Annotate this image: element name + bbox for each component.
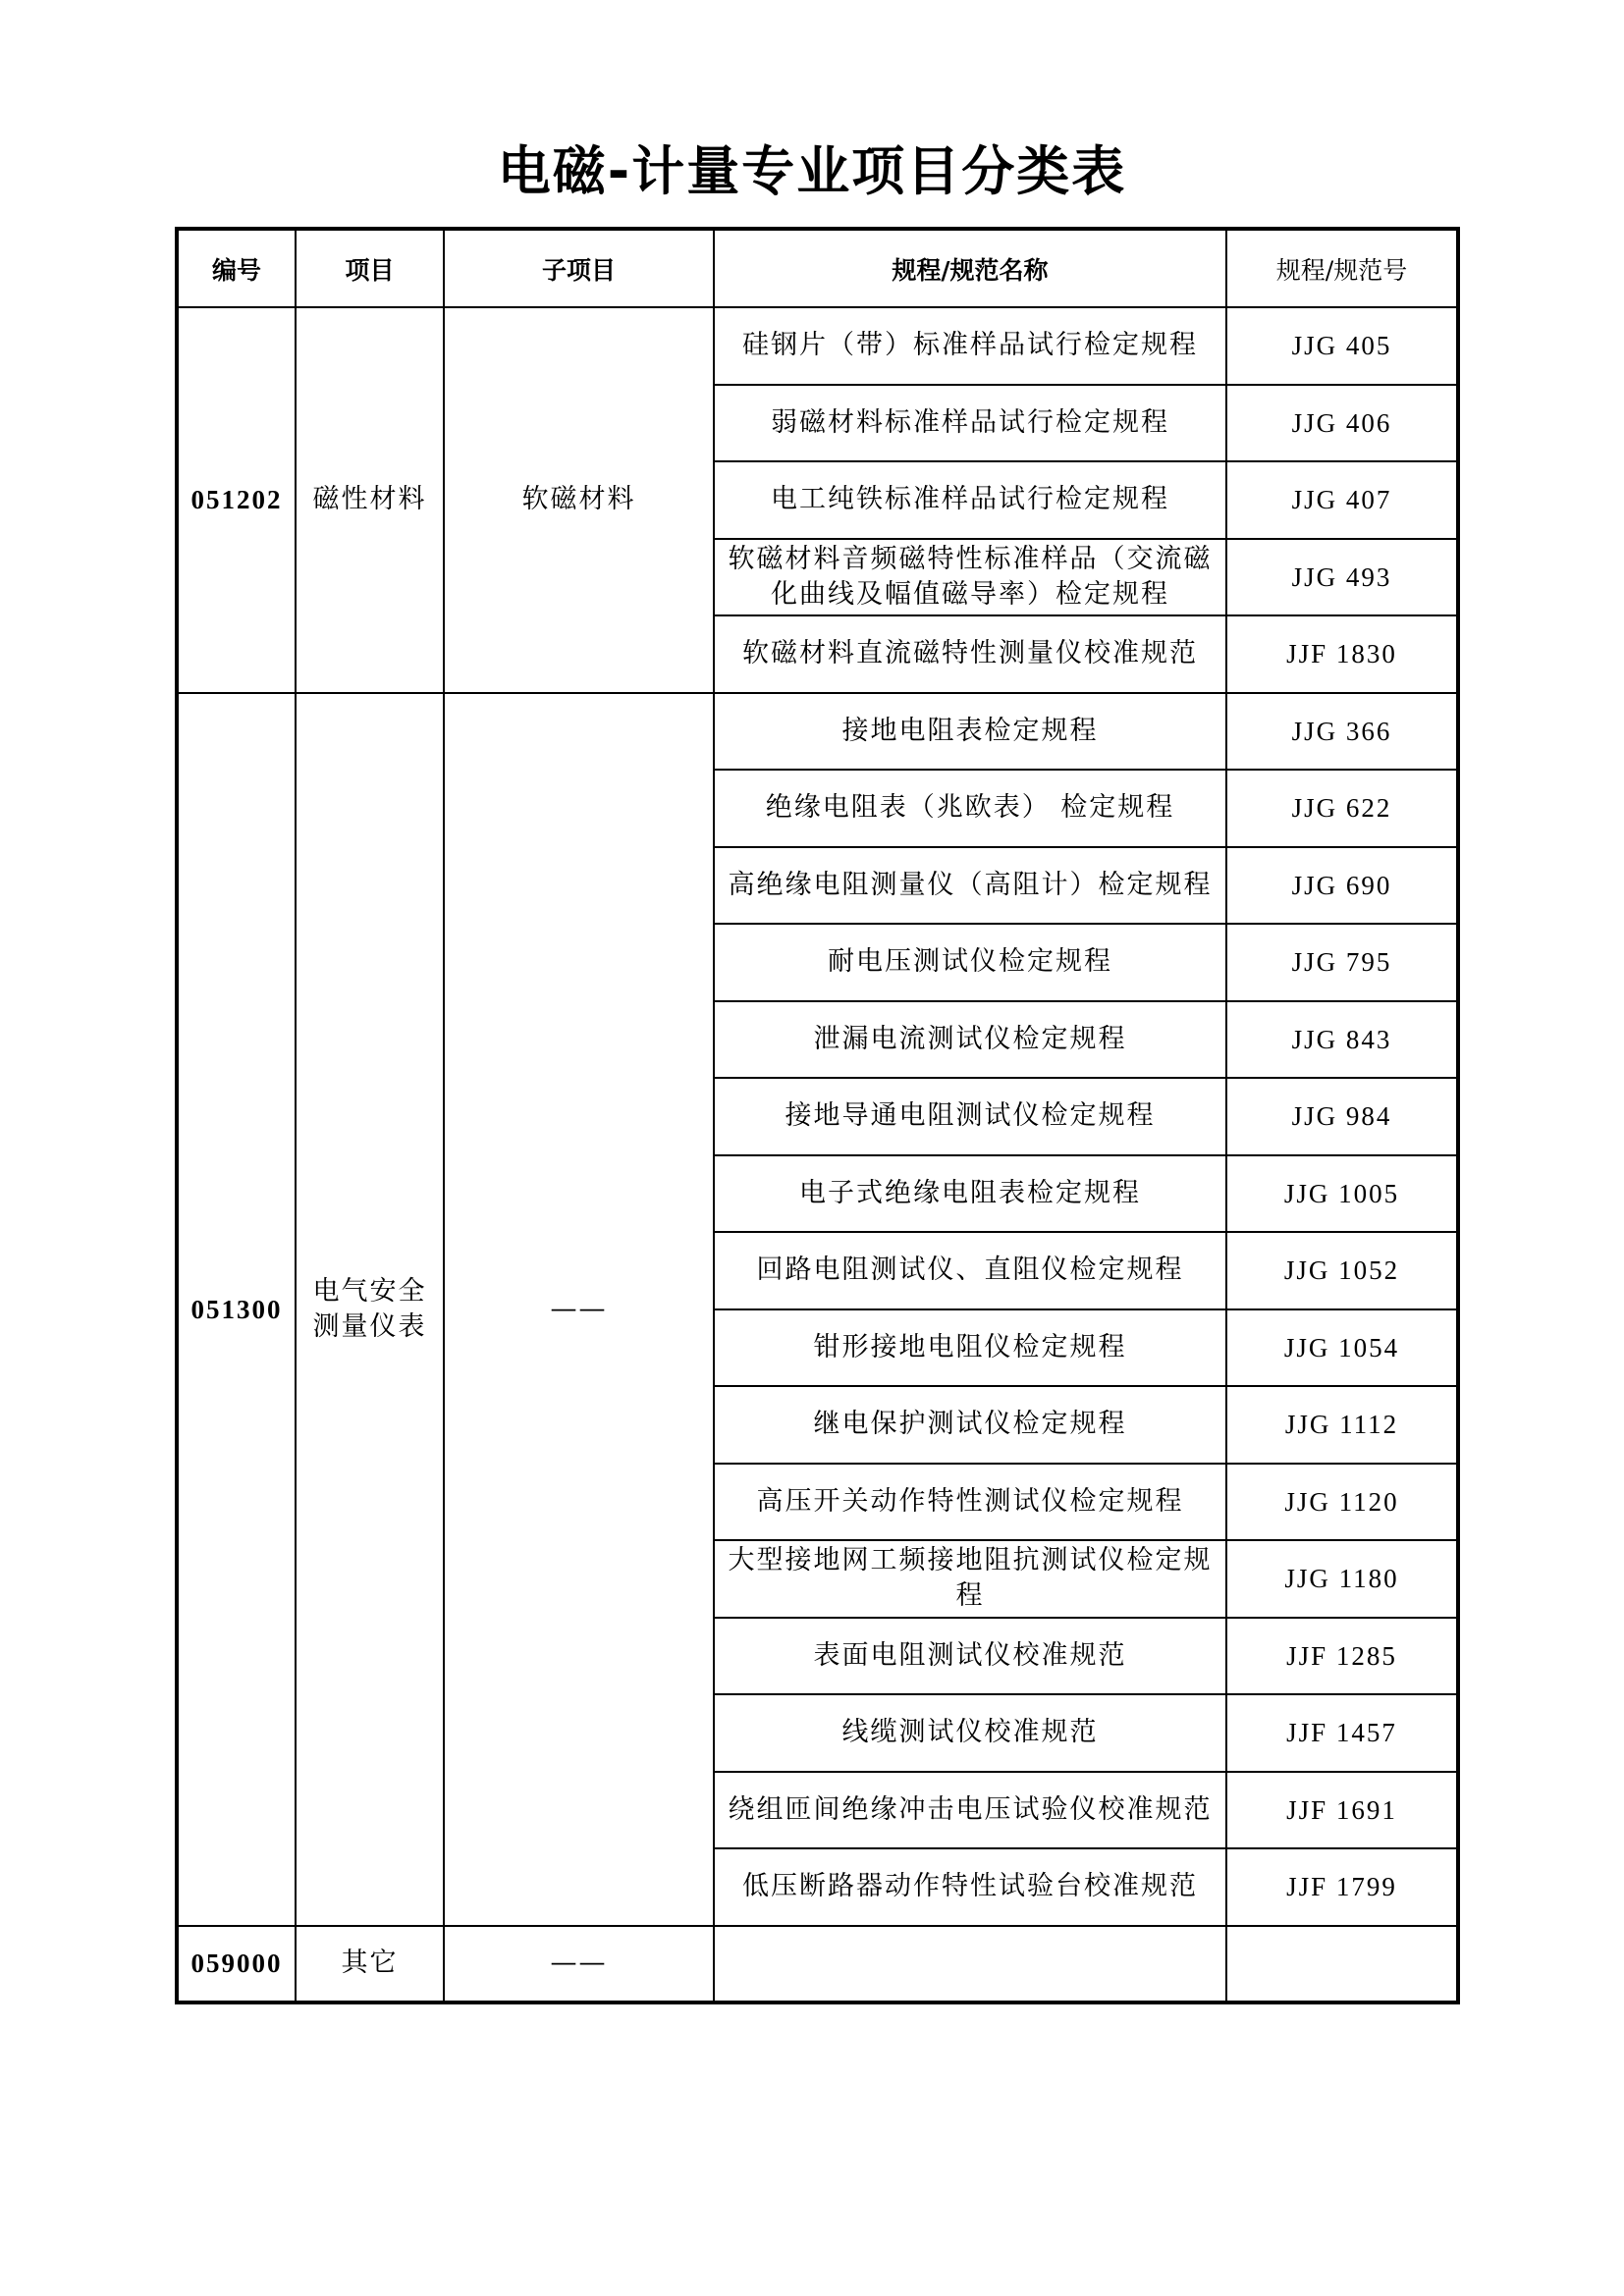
standard-number: JJG 795 <box>1226 924 1458 1001</box>
group-item: 电气安全测量仪表 <box>296 693 444 1926</box>
classification-table <box>175 227 1460 2004</box>
group-item: 磁性材料 <box>296 307 444 693</box>
standard-name: 耐电压测试仪检定规程 <box>714 924 1226 1001</box>
standard-name <box>714 1926 1226 2003</box>
standard-name: 弱磁材料标准样品试行检定规程 <box>714 385 1226 462</box>
standard-number: JJG 366 <box>1226 693 1458 771</box>
group-item: 其它 <box>296 1926 444 2003</box>
standard-number: JJF 1691 <box>1226 1772 1458 1849</box>
standard-name: 硅钢片（带）标准样品试行检定规程 <box>714 307 1226 385</box>
standard-name: 接地电阻表检定规程 <box>714 693 1226 771</box>
standard-number: JJG 405 <box>1226 307 1458 385</box>
group-subitem: 软磁材料 <box>444 307 714 693</box>
header-item: 项目 <box>296 229 444 307</box>
standard-number: JJG 984 <box>1226 1078 1458 1155</box>
standard-name: 高绝缘电阻测量仪（高阻计）检定规程 <box>714 847 1226 925</box>
standard-name: 软磁材料音频磁特性标准样品（交流磁化曲线及幅值磁导率）检定规程 <box>714 539 1226 616</box>
standard-name: 软磁材料直流磁特性测量仪校准规范 <box>714 615 1226 693</box>
standard-name: 大型接地网工频接地阻抗测试仪检定规程 <box>714 1540 1226 1618</box>
standard-number: JJF 1457 <box>1226 1694 1458 1772</box>
group-code: 059000 <box>177 1926 296 2003</box>
group-subitem: —— <box>444 693 714 1926</box>
standard-number: JJG 1120 <box>1226 1464 1458 1541</box>
standard-name: 电子式绝缘电阻表检定规程 <box>714 1155 1226 1233</box>
standard-number: JJG 690 <box>1226 847 1458 925</box>
standard-number <box>1226 1926 1458 2003</box>
header-subitem: 子项目 <box>444 229 714 307</box>
standard-number: JJF 1799 <box>1226 1848 1458 1926</box>
standard-name: 泄漏电流测试仪检定规程 <box>714 1001 1226 1079</box>
standard-number: JJG 1054 <box>1226 1309 1458 1387</box>
standard-name: 高压开关动作特性测试仪检定规程 <box>714 1464 1226 1541</box>
standard-number: JJF 1285 <box>1226 1618 1458 1695</box>
group-code: 051300 <box>177 693 296 1926</box>
standard-number: JJG 1052 <box>1226 1232 1458 1309</box>
standard-name: 绕组匝间绝缘冲击电压试验仪校准规范 <box>714 1772 1226 1849</box>
table-row <box>177 307 1458 385</box>
table-body <box>177 307 1458 2002</box>
standard-number: JJG 843 <box>1226 1001 1458 1079</box>
standard-number: JJF 1830 <box>1226 615 1458 693</box>
standard-name: 表面电阻测试仪校准规范 <box>714 1618 1226 1695</box>
header-code: 编号 <box>177 229 296 307</box>
table-row <box>177 693 1458 771</box>
standard-number: JJG 622 <box>1226 770 1458 847</box>
standard-number: JJG 1180 <box>1226 1540 1458 1618</box>
standard-number: JJG 407 <box>1226 461 1458 539</box>
standard-name: 接地导通电阻测试仪检定规程 <box>714 1078 1226 1155</box>
page-title: 电磁-计量专业项目分类表 <box>497 140 1127 202</box>
standard-name: 低压断路器动作特性试验台校准规范 <box>714 1848 1226 1926</box>
standard-number: JJG 406 <box>1226 385 1458 462</box>
header-standard-number: 规程/规范号 <box>1226 229 1458 307</box>
standard-name: 电工纯铁标准样品试行检定规程 <box>714 461 1226 539</box>
standard-number: JJG 1005 <box>1226 1155 1458 1233</box>
header-standard-name: 规程/规范名称 <box>714 229 1226 307</box>
group-subitem: —— <box>444 1926 714 2003</box>
table-row <box>177 1926 1458 2003</box>
group-code: 051202 <box>177 307 296 693</box>
standard-name: 线缆测试仪校准规范 <box>714 1694 1226 1772</box>
standard-name: 钳形接地电阻仪检定规程 <box>714 1309 1226 1387</box>
standard-number: JJG 1112 <box>1226 1386 1458 1464</box>
standard-name: 回路电阻测试仪、直阻仪检定规程 <box>714 1232 1226 1309</box>
standard-number: JJG 493 <box>1226 539 1458 616</box>
standard-name: 继电保护测试仪检定规程 <box>714 1386 1226 1464</box>
standard-name: 绝缘电阻表（兆欧表） 检定规程 <box>714 770 1226 847</box>
table-header-row <box>177 229 1458 307</box>
